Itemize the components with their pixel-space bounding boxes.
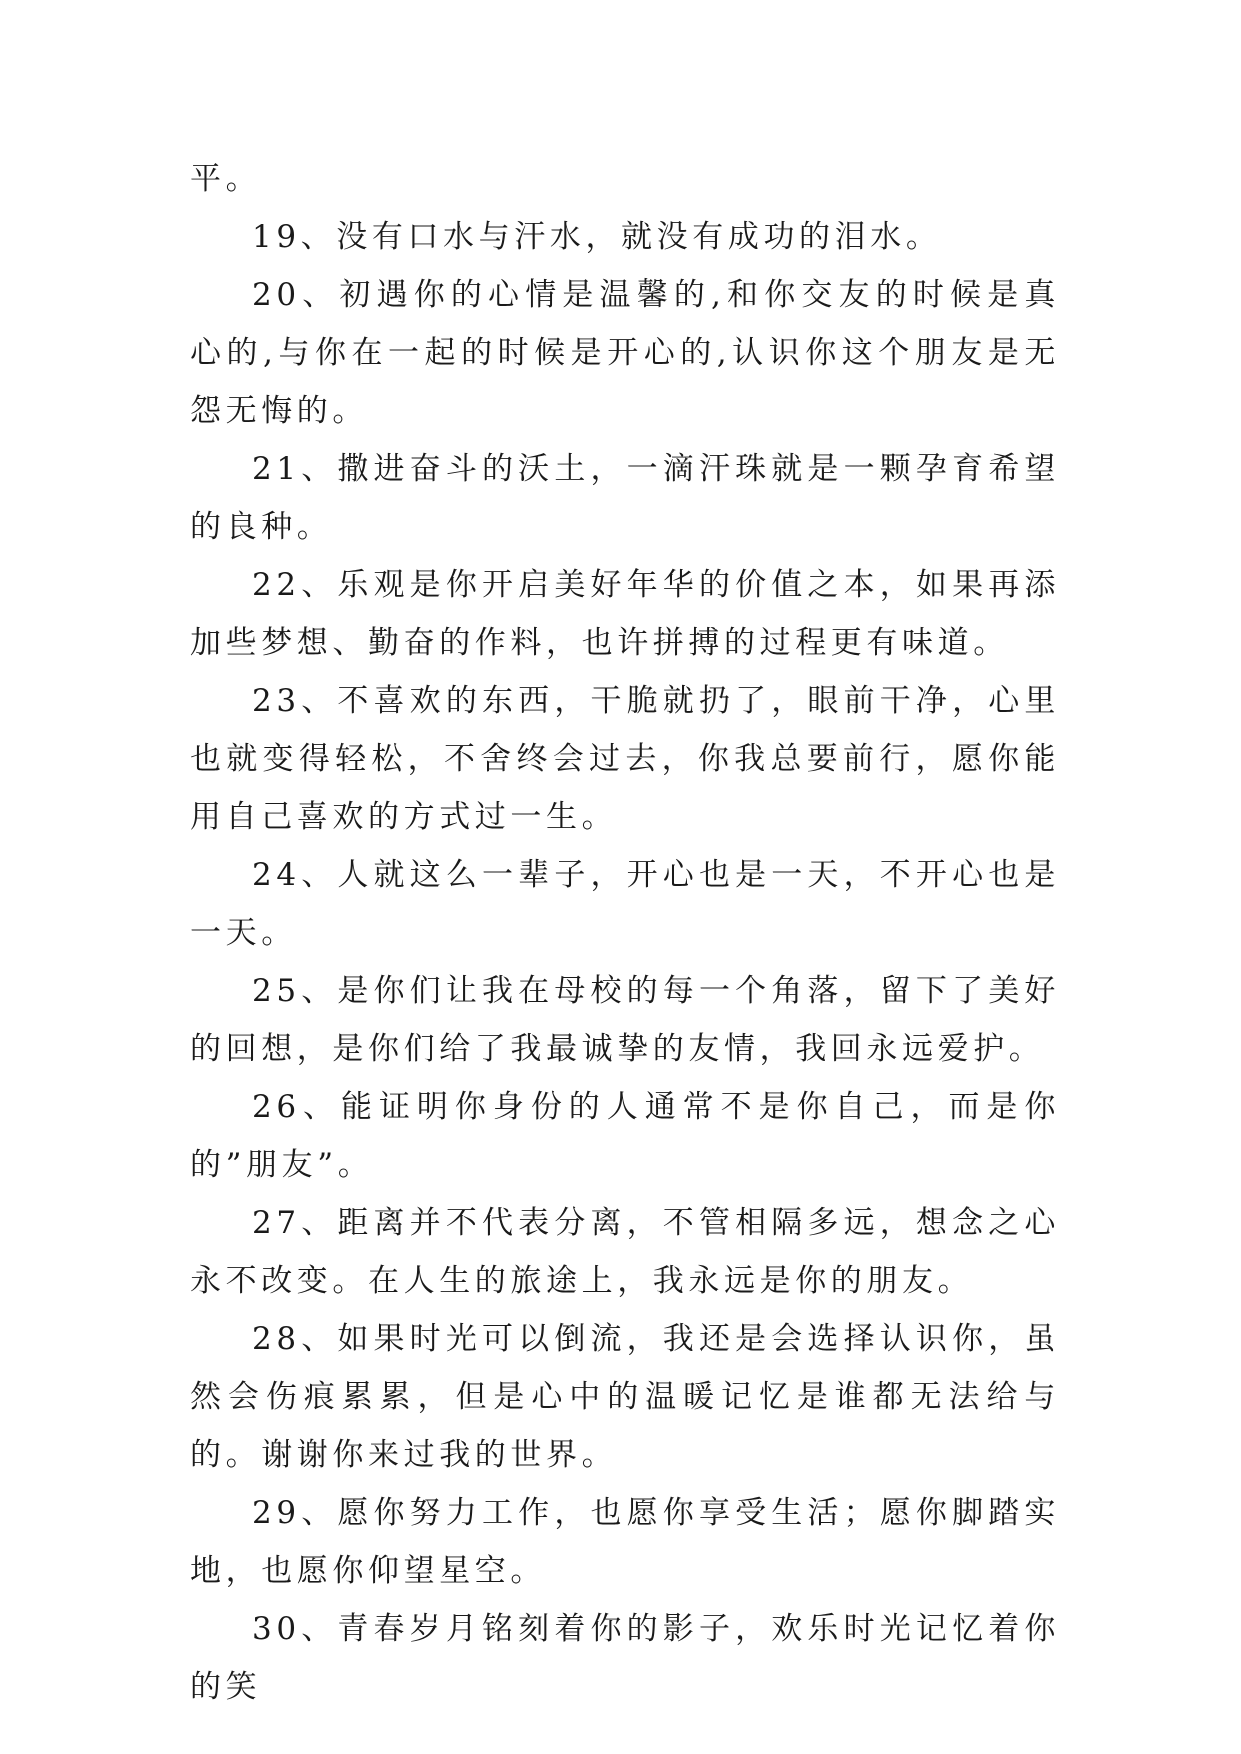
paragraph-29: 29、愿你努力工作，也愿你享受生活；愿你脚踏实地，也愿你仰望星空。 <box>190 1495 1060 1589</box>
paragraph-27: 27、距离并不代表分离，不管相隔多远，想念之心永不改变。在人生的旅途上，我永远是你的朋友。 <box>190 1205 1060 1299</box>
paragraph-26: 26、能证明你身份的人通常不是你自己，而是你的”朋友”。 <box>190 1089 1060 1183</box>
paragraph-23: 23、不喜欢的东西，干脆就扔了，眼前干净，心里也就变得轻松，不舍终会过去，你我总要前行，愿你能用自己喜欢的方式过一生。 <box>190 683 1060 835</box>
paragraph-22: 22、乐观是你开启美好年华的价值之本，如果再添加些梦想、勤奋的作料，也许拼搏的过程更有味道。 <box>190 567 1060 661</box>
paragraph-30: 30、青春岁月铭刻着你的影子，欢乐时光记忆着你的笑 <box>190 1611 1060 1705</box>
paragraph-20: 20、初遇你的心情是温馨的,和你交友的时候是真心的,与你在一起的时候是开心的,认识你这个朋友是无怨无悔的。 <box>190 277 1060 429</box>
paragraph-19: 19、没有口水与汗水，就没有成功的泪水。 <box>252 219 942 255</box>
paragraph-24: 24、人就这么一辈子，开心也是一天，不开心也是一天。 <box>190 857 1060 951</box>
paragraph-21: 21、撒进奋斗的沃土，一滴汗珠就是一颗孕育希望的良种。 <box>190 451 1060 545</box>
paragraph-25: 25、是你们让我在母校的每一个角落，留下了美好的回想，是你们给了我最诚挚的友情，我回永远爱护。 <box>190 973 1060 1067</box>
document-body <box>190 150 1060 1716</box>
paragraph-28: 28、如果时光可以倒流，我还是会选择认识你，虽然会伤痕累累，但是心中的温暖记忆是谁都无法给与的。谢谢你来过我的世界。 <box>190 1321 1060 1473</box>
paragraph-continuation: 平。 <box>190 161 262 197</box>
